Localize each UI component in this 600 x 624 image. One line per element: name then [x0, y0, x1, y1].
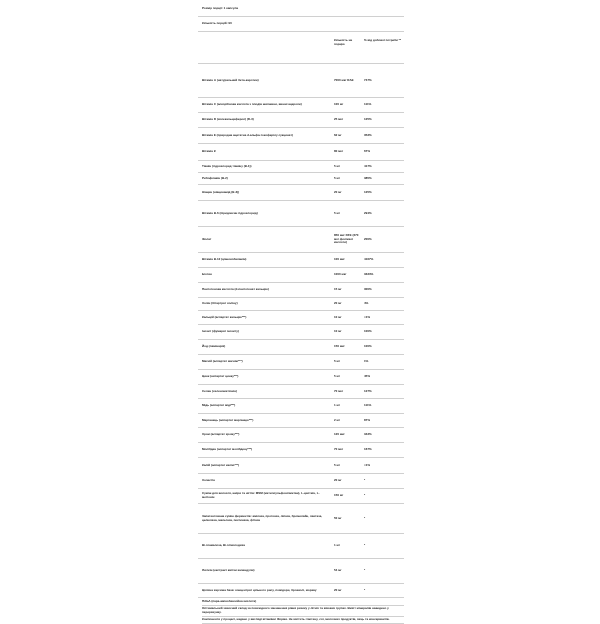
table-row [198, 185, 404, 201]
nutrient-name: Суміш для волосся, шкіри та нігтів: MSM (метилсульфонілметан), L-цистеїн, L-метіонін [202, 491, 320, 499]
nutrient-amount: 850 мкг DFE (270 мкг фолієвої кислоти) [334, 233, 359, 245]
nutrient-name: Вітамін С (аскорбінова кислота з плодів шипшини, вишні ацероли) [202, 102, 302, 107]
nutrient-amount: 50 мг [334, 515, 342, 520]
nutrient-amount: 1 мг [334, 403, 340, 408]
nutrient-daily-value: <1% [364, 462, 371, 467]
footnote: Оптимальний захисний склад за повсюдного зменшення рівня ризику у літніх та вікових групах. Вміст мінералів наведено у перерахунку. [202, 606, 404, 617]
nutrient-daily-value: 67% [364, 149, 371, 154]
nutrient-amount: 150 мг [334, 493, 344, 498]
nutrient-name: Холін (бітартрат холіну) [202, 301, 238, 306]
footnotes [198, 598, 404, 624]
nutrient-amount: 120 мкг [334, 432, 345, 437]
nutrient-daily-value: 200% [364, 236, 372, 241]
nutrient-amount: 70 мкг [334, 388, 344, 393]
table-body [198, 64, 404, 598]
nutrient-daily-value: 294% [364, 210, 372, 215]
table-row [198, 253, 404, 268]
nutrient-amount: 5 мг [334, 175, 340, 180]
nutrient-name: Лютеїн (екстракт квітки календули) [202, 568, 255, 573]
header-daily-value: % від добової потреби ** [364, 38, 402, 42]
nutrient-daily-value: 45% [364, 374, 371, 379]
nutrient-daily-value: 125% [364, 189, 372, 194]
table-row [198, 414, 404, 428]
nutrient-name: Ві-гламалоза, Ві-гліколодиха [202, 543, 245, 548]
nutrient-amount: 100 мкг [334, 257, 345, 262]
nutrient-daily-value: 300% [364, 287, 372, 292]
table-row [198, 489, 404, 504]
nutrient-name: Хром (аспартат хрому***) [202, 432, 240, 437]
nutrient-daily-value: 167% [364, 447, 372, 452]
nutrient-daily-value: * [364, 478, 366, 483]
nutrient-amount: 5 мг [334, 462, 340, 467]
nutrient-amount: 80 мкг [334, 149, 344, 154]
nutrient-amount: 1000 мкг [334, 272, 347, 277]
serving-size-text: Розмір порції: 1 капсула [202, 6, 239, 11]
servings-per-container [198, 17, 404, 32]
nutrient-daily-value: 1% [364, 359, 369, 364]
nutrient-name: Інозит (фумарат інозиту) [202, 329, 239, 334]
nutrient-daily-value: * [364, 515, 366, 520]
nutrient-name: Вітамін Е (природна ацетатна d-альфа-токоферілу сукцинат) [202, 132, 293, 137]
nutrient-amount: 20 мг [334, 301, 342, 306]
table-row [198, 534, 404, 559]
nutrient-name: Мідь (аспартат міді***) [202, 403, 236, 408]
nutrient-name: Холестін [202, 478, 215, 483]
nutrient-daily-value: 87% [364, 417, 371, 422]
nutrient-name: Вітамін А (натуральний бета-каротин) [202, 77, 259, 82]
nutrient-name: Молібден (аспартат молібдену***) [202, 447, 253, 452]
nutrient-name: Ніацин (ніацинамід (В-3)) [202, 189, 240, 194]
nutrient-daily-value: * [364, 587, 366, 592]
nutrient-name: Вітамін К [202, 149, 216, 154]
nutrient-daily-value: 385% [364, 175, 372, 180]
table-row [198, 201, 404, 227]
nutrient-daily-value: 100% [364, 344, 372, 349]
nutrient-daily-value: 343% [364, 432, 372, 437]
table-row [198, 283, 404, 298]
nutrient-amount: 10 мг [334, 329, 342, 334]
nutrient-amount: 5 мг [334, 163, 340, 168]
footnote: Компоненти у процесі, надано у вигляді вітамінні Форми. Не містить глютену, сої, молочних продуктів, яєць та консервантів. [202, 617, 404, 624]
nutrient-name: Фолат [202, 236, 212, 241]
nutrient-daily-value: * [364, 543, 366, 548]
nutrient-name: Тіамін (гідрохлорид тіаміну (В-1)) [202, 163, 252, 168]
header-amount: Кількість на порцію [334, 38, 353, 46]
nutrient-daily-value: * [364, 568, 366, 573]
nutrient-name: Вітамін В-12 (ціанокобаламін) [202, 257, 247, 262]
nutrient-name: Йод (ламінарія) [202, 344, 226, 349]
nutrient-amount: 70 мкг [334, 447, 344, 452]
nutrient-name: Пантотенова кислота (d-пантотенат кальцію) [202, 287, 269, 292]
nutrient-name: Селен (селенометіонін) [202, 388, 237, 393]
supplement-facts-table [198, 2, 404, 624]
header-name-cell [198, 39, 334, 63]
nutrient-daily-value: 4167% [364, 257, 374, 262]
nutrient-amount: 15 мг [334, 287, 342, 292]
nutrient-name: Цинк (аспартат цинку***) [202, 374, 239, 379]
nutrient-daily-value: 417% [364, 163, 372, 168]
nutrient-amount: 5 мг [334, 374, 340, 379]
nutrient-amount: 7000 мкг RAE [334, 77, 354, 82]
table-row [198, 385, 404, 399]
nutrient-daily-value: 353% [364, 132, 372, 137]
footnote: ПАБА (пара-амінобензойна кислота) [202, 599, 404, 606]
nutrient-daily-value: 127% [364, 388, 372, 393]
nutrient-amount: 62 мг [334, 132, 342, 137]
table-row [198, 173, 404, 185]
nutrient-daily-value: 747% [364, 77, 372, 82]
table-row [198, 298, 404, 311]
nutrient-amount: 20 мг [334, 189, 342, 194]
nutrient-daily-value: 3333% [364, 272, 374, 277]
nutrient-daily-value: 4% [364, 301, 369, 306]
nutrient-name: Вітамін D (холекальциферол) (D-3) [202, 117, 254, 122]
table-row [198, 64, 404, 98]
nutrient-daily-value: <1% [364, 314, 371, 319]
table-row [198, 98, 404, 113]
nutrient-amount: 10 мг [334, 314, 342, 319]
nutrient-amount: 54 мг [334, 568, 342, 573]
table-row [198, 268, 404, 283]
nutrient-daily-value: 100% [364, 329, 372, 334]
table-header [198, 32, 404, 64]
table-row [198, 584, 404, 598]
nutrient-name: Калій (аспартат калію***) [202, 462, 239, 467]
nutrient-amount: 1 мг [334, 543, 340, 548]
nutrient-name: Кальцій (аспартат кальцію***) [202, 314, 247, 319]
table-row [198, 128, 404, 144]
nutrient-amount: 25 мкг [334, 117, 344, 122]
nutrient-name: Вітамін В-6 (піридоксин гідрохлорид) [202, 210, 258, 215]
servings-per-container-text: Кількість порцій: 90 [202, 21, 232, 26]
nutrient-daily-value: 111% [364, 102, 372, 107]
nutrient-daily-value: 111% [364, 403, 372, 408]
nutrient-amount: 20 мг [334, 587, 342, 592]
table-row [198, 340, 404, 355]
table-row [198, 355, 404, 370]
nutrient-amount: 150 мкг [334, 344, 345, 349]
table-row [198, 443, 404, 458]
nutrient-daily-value: 125% [364, 117, 372, 122]
nutrient-name: Марганець (аспартат марганцю***) [202, 417, 254, 422]
table-row [198, 504, 404, 534]
nutrient-name: Запатентована суміш ферментів: амілаза, протеаза, ліпаза, бромелайн, лактаза, целюлаза, мальтаза, пектиназа, фітаза [202, 513, 323, 522]
table-row [198, 144, 404, 161]
table-row [198, 370, 404, 385]
table-row [198, 458, 404, 474]
nutrient-amount: 20 мг [334, 478, 342, 483]
serving-size [198, 2, 404, 17]
table-row [198, 325, 404, 340]
nutrient-name: Біотин [202, 272, 212, 277]
nutrient-name: Рибофлавін (В-2) [202, 175, 228, 180]
table-row [198, 399, 404, 414]
nutrient-amount: 100 мг [334, 102, 344, 107]
nutrient-amount: 5 мг [334, 210, 340, 215]
nutrient-amount: 2 мг [334, 417, 340, 422]
table-row [198, 474, 404, 489]
table-row [198, 113, 404, 128]
table-row [198, 428, 404, 443]
nutrient-amount: 5 мг [334, 359, 340, 364]
table-row [198, 227, 404, 253]
nutrient-name: Цілісна харчова база: концентрат цільного рису, помідори, брокколі, моркву [202, 587, 317, 592]
table-row [198, 161, 404, 173]
nutrient-daily-value: * [364, 493, 366, 498]
table-row [198, 559, 404, 584]
table-row [198, 311, 404, 325]
nutrient-name: Магній (аспартат магнію***) [202, 359, 243, 364]
